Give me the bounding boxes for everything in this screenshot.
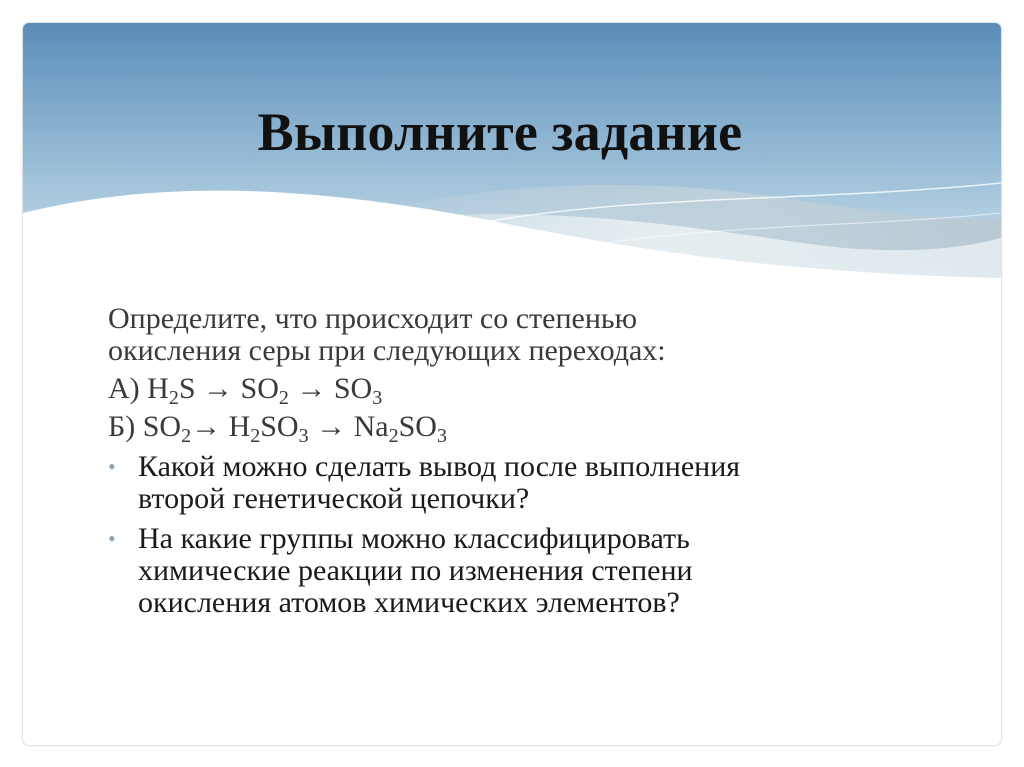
formula-subscript: 3: [436, 425, 447, 447]
bullet-line: окисления атомов химических элементов?: [138, 586, 680, 619]
bullet-line: химические реакции по изменения степени: [138, 554, 693, 587]
formula-subscript: 2: [388, 425, 399, 447]
formula-part: → Na: [308, 410, 389, 443]
bullet-line: Какой можно сделать вывод после выполнения: [138, 450, 741, 483]
formula-subscript: 2: [278, 387, 289, 409]
bullet-line: второй генетической цепочки?: [138, 482, 530, 515]
formula-part: → H: [191, 410, 251, 443]
formula-subscript: 3: [372, 387, 383, 409]
formula-subscript: 2: [181, 425, 192, 447]
intro-line: окисления серы при следующих переходах:: [108, 334, 666, 367]
bullet-item: [108, 451, 948, 515]
chain-b: [108, 410, 948, 447]
bullet-icon: •: [108, 526, 116, 551]
formula-subscript: 2: [250, 425, 261, 447]
slide-title: Выполните задание: [257, 102, 743, 162]
bullet-icon: •: [108, 454, 116, 479]
formula-part: SO: [260, 410, 299, 443]
formula-part: → SO: [288, 372, 373, 405]
formula-part: SO: [142, 410, 182, 443]
formula-part: SO: [398, 410, 437, 443]
formula-subscript: 2: [168, 387, 179, 409]
formula-part: H: [147, 372, 169, 405]
formula-subscript: 3: [298, 425, 309, 447]
chain-label: Б): [108, 410, 143, 443]
bullet-item: [108, 523, 948, 619]
chain-a: [108, 372, 948, 409]
chain-label: А): [108, 372, 148, 405]
task-intro: [108, 303, 948, 367]
formula-part: S → SO: [178, 372, 279, 405]
bullet-line: На какие группы можно классифицировать: [138, 522, 690, 555]
task-content: [108, 303, 948, 619]
slide: [23, 23, 1001, 745]
intro-line: Определите, что происходит со степенью: [108, 302, 637, 335]
